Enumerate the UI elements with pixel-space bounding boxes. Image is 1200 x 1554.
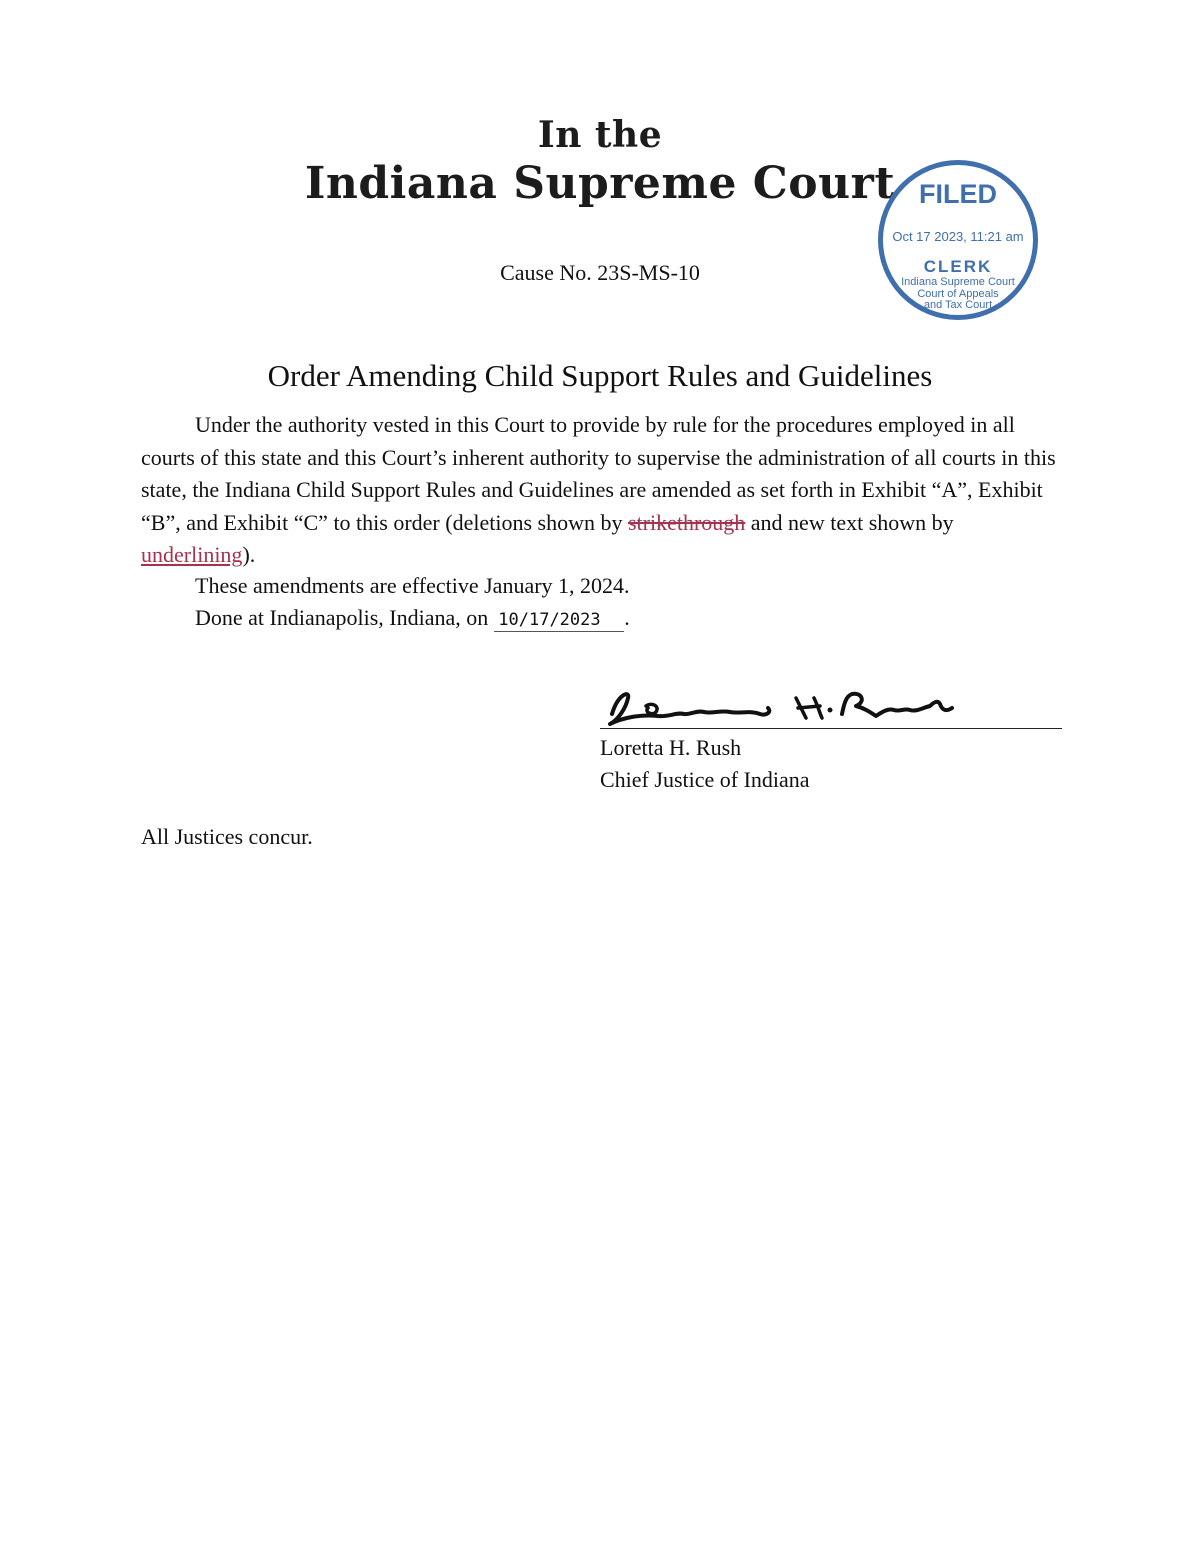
signer-title: Chief Justice of Indiana (600, 767, 810, 792)
done-at-line (195, 605, 630, 632)
stamp-status: FILED (919, 179, 997, 209)
para-text: Under the authority vested in this Court to provide by rule for the procedures employed in all courts of this state and this Court’s inherent authority to supervise the administration of all courts in this state, the Indiana Child Support Rules and Guidelines are amended as set forth in Exhibit “A”, Exhibit “B”, and Exhibit “C” to this order (deletions shown by (141, 412, 1056, 535)
effective-date-statement: These amendments are effective January 1, 2024. (195, 573, 630, 598)
stamp-court-line2: Court of Appeals (917, 287, 999, 300)
stamp-court (893, 277, 1023, 312)
filed-stamp (878, 160, 1038, 320)
underline-example: underlining (141, 542, 243, 567)
concurrence-statement: All Justices concur. (141, 824, 313, 849)
court-heading-line1: In the (537, 114, 663, 156)
signer-name: Loretta H. Rush (600, 735, 742, 760)
order-date-field: 10/17/2023 (494, 609, 624, 632)
stamp-court-line1: Indiana Supreme Court (901, 276, 1015, 288)
signature-line (600, 728, 1062, 729)
para-mid: and new text shown by (750, 509, 954, 535)
cause-number: Cause No. 23S-MS-10 (500, 260, 700, 285)
done-at-text: Done at Indianapolis, Indiana, on (195, 605, 489, 630)
court-heading-line2: Indiana Supreme Court (304, 158, 896, 209)
order-title: Order Amending Child Support Rules and Guidelines (267, 358, 933, 393)
done-end: . (624, 605, 630, 630)
signature-image (600, 684, 1062, 730)
strikethrough-example: strikethrough (627, 509, 746, 535)
stamp-datetime: Oct 17 2023, 11:21 am (892, 229, 1024, 244)
stamp-court-line3: and Tax Court (923, 299, 993, 311)
para-end: ). (242, 542, 256, 567)
stamp-office: CLERK (923, 257, 993, 276)
order-body-paragraph (141, 409, 1061, 572)
